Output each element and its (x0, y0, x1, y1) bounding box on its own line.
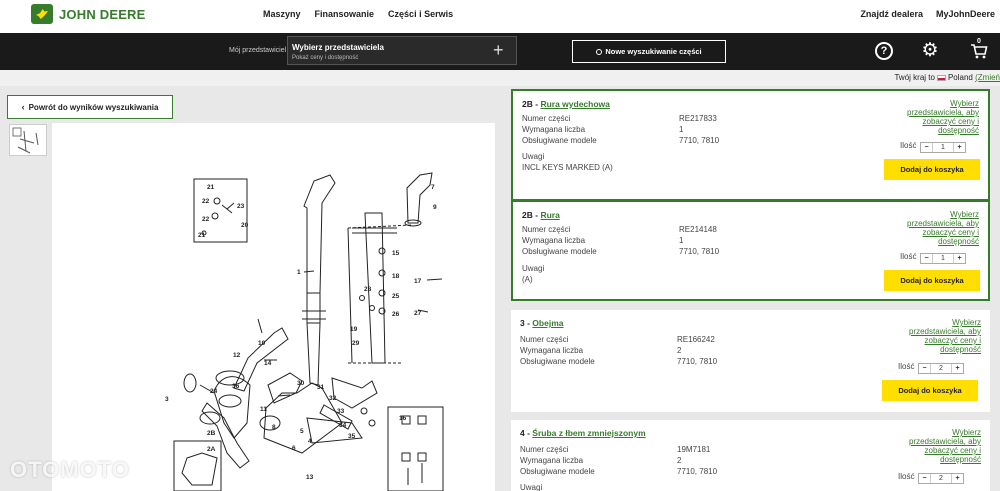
qty-required-label: Wymagana liczba (522, 125, 586, 134)
callout-32: 32 (329, 395, 337, 402)
callout-19: 19 (350, 326, 358, 333)
diagram-thumbnail[interactable] (9, 124, 47, 156)
callout-27: 27 (414, 310, 422, 317)
callout-30: 30 (297, 380, 305, 387)
qty-required-value: 2 (677, 346, 682, 355)
plus-icon[interactable]: + (493, 40, 504, 60)
select-dealer-link[interactable]: Wybierz przedstawiciela, aby zobaczyć ceny i dostępność (908, 428, 981, 464)
select-dealer-link[interactable]: Wybierz przedstawiciela, aby zobaczyć ceny i dostępność (906, 99, 979, 135)
part-name-link[interactable]: Rura wydechowa (540, 99, 610, 109)
part-number-label: Numer części (520, 335, 569, 344)
parts-diagram[interactable] (52, 123, 495, 491)
dealer-selector[interactable] (287, 36, 517, 65)
add-to-cart-button[interactable]: Dodaj do koszyka (884, 159, 980, 180)
models-label: Obsługiwane modele (520, 467, 595, 476)
quantity-label: Ilość (898, 362, 915, 371)
qty-required-value: 1 (679, 236, 684, 245)
nav-parts-service[interactable]: Części i Serwis (388, 9, 454, 19)
part-number-label: Numer części (522, 114, 571, 123)
john-deere-logo[interactable] (31, 4, 146, 24)
callout-6: 6 (292, 445, 296, 452)
callout-7: 7 (431, 184, 435, 191)
dealer-subtitle: Pokaż ceny i dostępność (292, 55, 359, 61)
notes-label: Uwagi (520, 483, 543, 491)
qty-required-value: 1 (679, 125, 684, 134)
callout-4: 4 (308, 438, 312, 445)
minus-icon[interactable]: − (922, 365, 927, 372)
back-to-results-button[interactable] (7, 95, 173, 119)
models-label: Obsługiwane modele (522, 136, 597, 145)
callout-36: 36 (232, 383, 240, 390)
dealer-label: Mój przedstawiciel (229, 47, 287, 54)
part-card[interactable] (511, 200, 990, 301)
callout-15: 15 (392, 250, 400, 257)
change-country-link[interactable]: (Zmień (975, 73, 1000, 82)
quantity-label: Ilość (900, 141, 917, 150)
select-dealer-link[interactable]: Wybierz przedstawiciela, aby zobaczyć ceny i dostępność (906, 210, 979, 246)
callout-5: 5 (300, 428, 304, 435)
callout-25: 25 (392, 293, 400, 300)
cart-count: 0 (977, 38, 981, 45)
quantity-stepper[interactable] (920, 142, 966, 153)
part-title: 3 - Obejma (520, 318, 564, 328)
callout-22: 22 (202, 198, 210, 205)
qty-required-label: Wymagana liczba (522, 236, 586, 245)
help-icon[interactable]: ? (875, 42, 893, 60)
quantity-label: Ilość (900, 252, 917, 261)
callout-35: 35 (348, 433, 356, 440)
myjohndeere-link[interactable]: MyJohnDeere (935, 9, 995, 19)
part-title: 2B - Rura (522, 210, 560, 220)
brand-name: JOHN DEERE (59, 6, 146, 22)
parts-toolbar (0, 33, 1000, 70)
nav-machines[interactable]: Maszyny (263, 9, 301, 19)
new-search-button[interactable] (572, 40, 726, 63)
dealer-title: Wybierz przedstawiciela (292, 43, 384, 52)
utility-nav (847, 9, 995, 19)
minus-icon[interactable]: − (924, 144, 929, 151)
callout-13: 13 (306, 474, 314, 481)
plus-icon[interactable]: + (955, 475, 960, 482)
quantity-value[interactable]: 1 (932, 143, 954, 152)
part-name-link[interactable]: Rura (540, 210, 560, 220)
callout-31: 31 (317, 384, 325, 391)
new-search-label: Nowe wyszukiwanie części (605, 47, 702, 56)
minus-icon[interactable]: − (924, 255, 929, 262)
otomoto-watermark: OTOMOTO (10, 457, 130, 482)
quantity-value[interactable]: 1 (932, 254, 954, 263)
select-dealer-link[interactable]: Wybierz przedstawiciela, aby zobaczyć ceny i dostępność (908, 318, 981, 354)
callout-21: 21 (207, 184, 215, 191)
notes-label: Uwagi (522, 152, 545, 161)
models-value: 7710, 7810 (679, 136, 720, 145)
qty-required-label: Wymagana liczba (520, 456, 584, 465)
models-value: 7710, 7810 (677, 467, 718, 476)
notes-value: (A) (522, 275, 533, 284)
callout-18: 18 (392, 273, 400, 280)
find-dealer-link[interactable]: Znajdź dealera (860, 9, 923, 19)
poland-flag-icon (937, 75, 946, 81)
part-number-value: RE214148 (679, 225, 717, 234)
back-label: Powrót do wyników wyszukiwania (28, 102, 159, 112)
callout-33: 33 (337, 408, 345, 415)
callout-10: 10 (258, 340, 266, 347)
callout-26: 26 (392, 311, 400, 318)
part-number-value: RE166242 (677, 335, 715, 344)
callout-12: 12 (233, 352, 241, 359)
callout-9: 9 (433, 204, 437, 211)
quantity-stepper[interactable] (920, 253, 966, 264)
cart-icon[interactable] (970, 38, 988, 60)
nav-financing[interactable]: Finansowanie (314, 9, 375, 19)
top-navigation (0, 0, 1000, 33)
callout-34: 34 (339, 422, 347, 429)
exploded-view-drawing (52, 123, 495, 491)
callout-8: 8 (272, 424, 276, 431)
plus-icon[interactable]: + (957, 255, 962, 262)
country-name: Poland (947, 73, 973, 82)
models-value: 7710, 7810 (677, 357, 718, 366)
callout-14: 14 (264, 360, 272, 367)
country-indicator (894, 73, 1000, 82)
callout-17: 17 (414, 278, 422, 285)
part-number-label: Numer części (522, 225, 571, 234)
quantity-value[interactable]: 2 (930, 474, 952, 483)
callout-23: 23 (237, 203, 245, 210)
callout-21b: 21 (198, 232, 206, 239)
notes-value: INCL KEYS MARKED (A) (522, 163, 613, 172)
part-card[interactable] (511, 89, 990, 201)
callout-22b: 22 (202, 216, 210, 223)
callout-29: 29 (352, 340, 360, 347)
part-number-label: Numer części (520, 445, 569, 454)
callout-2b: 2B (207, 430, 216, 437)
part-name-link[interactable]: Śruba z łbem zmniejszonym (532, 428, 646, 438)
callout-1: 1 (297, 269, 301, 276)
diagram-panel (0, 86, 505, 491)
search-icon (596, 49, 602, 55)
country-strip (0, 70, 1000, 86)
models-value: 7710, 7810 (679, 247, 720, 256)
callout-24: 24 (210, 388, 218, 395)
minus-icon[interactable]: − (922, 475, 927, 482)
qty-required-value: 2 (677, 456, 682, 465)
chevron-left-icon: ‹ (21, 102, 25, 112)
quantity-label: Ilość (898, 472, 915, 481)
quantity-value[interactable]: 2 (930, 364, 952, 373)
add-to-cart-button[interactable]: Dodaj do koszyka (882, 380, 978, 401)
plus-icon[interactable]: + (955, 365, 960, 372)
gear-icon[interactable]: ⚙ (921, 40, 939, 61)
qty-required-label: Wymagana liczba (520, 346, 584, 355)
callout-2a: 2A (207, 446, 216, 453)
plus-icon[interactable]: + (957, 144, 962, 151)
part-card[interactable] (511, 420, 990, 491)
part-name-link[interactable]: Obejma (532, 318, 564, 328)
callout-20: 20 (241, 222, 249, 229)
add-to-cart-button[interactable]: Dodaj do koszyka (884, 270, 980, 291)
part-title: 2B - Rura wydechowa (522, 99, 610, 109)
models-label: Obsługiwane modele (520, 357, 595, 366)
quantity-stepper[interactable] (918, 363, 964, 374)
part-number-value: RE217833 (679, 114, 717, 123)
part-number-value: 19M7181 (677, 445, 711, 454)
callout-11: 11 (260, 406, 267, 413)
deer-logo-icon (31, 4, 53, 24)
country-prefix: Twój kraj to (894, 73, 935, 82)
callout-3: 3 (165, 396, 169, 403)
main-nav (263, 9, 467, 19)
part-card[interactable] (511, 310, 990, 412)
callout-28: 28 (364, 286, 372, 293)
models-label: Obsługiwane modele (522, 247, 597, 256)
part-title: 4 - Śruba z łbem zmniejszonym (520, 428, 646, 438)
quantity-stepper[interactable] (918, 473, 964, 484)
callout-16: 16 (399, 415, 407, 422)
notes-label: Uwagi (522, 264, 545, 273)
